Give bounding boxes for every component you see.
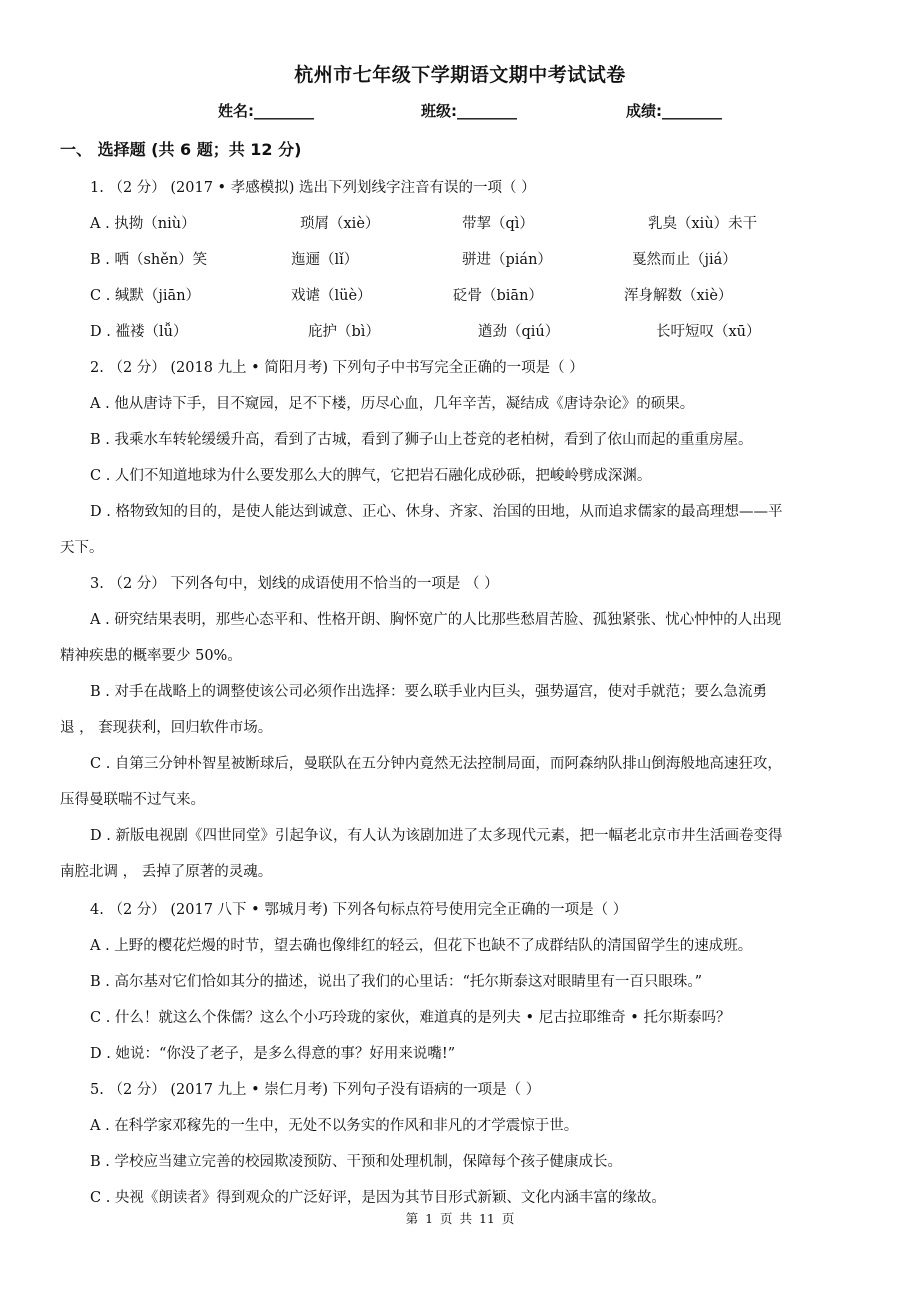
q1-option-a-2: 琐屑（xiè） bbox=[300, 216, 380, 232]
q3-option-a-cont: 精神疾患的概率要少 50%。 bbox=[60, 648, 242, 664]
score-field[interactable]: 成绩:________ bbox=[626, 102, 722, 120]
q5-option-c[interactable]: C . 央视《朗读者》得到观众的广泛好评，是因为其节目形式新颖、文化内涵丰富的缘故。 bbox=[90, 1190, 666, 1206]
q3-option-a[interactable]: A . 研究结果表明，那些心态平和、性格开朗、胸怀宽广的人比那些愁眉苦脸、孤独紧张、忧心忡忡的人出现 bbox=[90, 612, 782, 628]
q1-option-b-4: 戛然而止（jiá） bbox=[632, 252, 737, 268]
q4-option-a[interactable]: A . 上野的樱花烂熳的时节，望去确也像绯红的轻云，但花下也缺不了成群结队的清国留学生的速成班。 bbox=[90, 938, 753, 954]
q1-option-d-1[interactable]: D . 褴褛（lǚ） bbox=[90, 324, 188, 340]
q3-option-b[interactable]: B . 对手在战略上的调整使该公司必须作出选择：要么联手业内巨头，强势逼宫，使对手就范；要么急流勇 bbox=[90, 684, 767, 700]
section-heading: 一、 选择题 (共 6 题；共 12 分) bbox=[60, 140, 302, 159]
name-field[interactable]: 姓名:________ bbox=[218, 102, 314, 120]
q4-option-b[interactable]: B . 高尔基对它们恰如其分的描述，说出了我们的心里话：“托尔斯泰这对眼睛里有一百只眼珠。” bbox=[90, 974, 703, 990]
class-field[interactable]: 班级:________ bbox=[421, 102, 517, 120]
q5-option-b[interactable]: B . 学校应当建立完善的校园欺凌预防、干预和处理机制，保障每个孩子健康成长。 bbox=[90, 1154, 622, 1170]
q3-option-c-cont: 压得曼联喘不过气来。 bbox=[60, 792, 205, 808]
q1-option-a-4: 乳臭（xiù）未干 bbox=[648, 216, 758, 232]
q3-option-d[interactable]: D . 新版电视剧《四世同堂》引起争议，有人认为该剧加进了太多现代元素，把一幅老北京市井生活画卷变得 bbox=[90, 828, 783, 844]
q1-option-b-3: 骈进（pián） bbox=[462, 252, 552, 268]
q3-option-d-cont: 南腔北调 ， 丢掉了原著的灵魂。 bbox=[60, 864, 273, 880]
page-footer: 第 1 页 共 11 页 bbox=[405, 1211, 515, 1226]
question-3-stem: 3. （2 分） 下列各句中，划线的成语使用不恰当的一项是 （ ） bbox=[90, 576, 499, 592]
q1-option-d-4: 长吁短叹（xū） bbox=[656, 324, 761, 340]
q4-option-c[interactable]: C . 什么！就这么个侏儒？这么个小巧玲珑的家伙，难道真的是列夫 • 尼古拉耶维奇 • 托尔斯泰吗？ bbox=[90, 1010, 731, 1026]
question-5-stem: 5. （2 分） (2017 九上 • 崇仁月考) 下列句子没有语病的一项是（ ） bbox=[90, 1082, 541, 1098]
q2-option-a[interactable]: A . 他从唐诗下手，目不窥园，足不下楼，历尽心血，几年辛苦，凝结成《唐诗杂论》的硕果。 bbox=[90, 396, 695, 412]
q1-option-d-2: 庇护（bì） bbox=[308, 324, 380, 340]
q1-option-a-3: 带挈（qì） bbox=[462, 216, 534, 232]
q5-option-a[interactable]: A . 在科学家邓稼先的一生中，无处不以务实的作风和非凡的才学震惊于世。 bbox=[90, 1118, 579, 1134]
q4-option-d[interactable]: D . 她说：“你没了老子，是多么得意的事？好用来说嘴!” bbox=[90, 1046, 456, 1062]
question-4-stem: 4. （2 分） (2017 八下 • 鄂城月考) 下列各句标点符号使用完全正确的一项是（ ） bbox=[90, 902, 628, 918]
q1-option-b-1[interactable]: B . 哂（shěn）笑 bbox=[90, 252, 208, 268]
q3-option-b-cont: 退 ， 套现获利，回归软件市场。 bbox=[60, 720, 273, 736]
q2-option-c[interactable]: C . 人们不知道地球为什么要发那么大的脾气，它把岩石融化成砂砾，把峻岭劈成深渊。 bbox=[90, 468, 652, 484]
q1-option-b-2: 迤逦（lǐ） bbox=[291, 252, 359, 268]
question-1-stem: 1. （2 分） (2017 • 孝感模拟) 选出下列划线字注音有误的一项（ ） bbox=[90, 180, 536, 196]
q1-option-a-1[interactable]: A . 执拗（niù） bbox=[90, 216, 196, 232]
q2-option-d-cont: 天下。 bbox=[60, 540, 104, 556]
question-2-stem: 2. （2 分） (2018 九上 • 简阳月考) 下列句子中书写完全正确的一项是（ ） bbox=[90, 360, 584, 376]
q1-option-d-3: 遒劲（qiú） bbox=[478, 324, 560, 340]
q1-option-c-1[interactable]: C . 缄默（jiān） bbox=[90, 288, 201, 304]
q1-option-c-2: 戏谑（lüè） bbox=[291, 288, 372, 304]
q1-option-c-3: 砭骨（biān） bbox=[453, 288, 543, 304]
q2-option-d[interactable]: D . 格物致知的目的，是使人能达到诚意、正心、休身、齐家、治国的田地，从而追求儒家的最高理想——平 bbox=[90, 504, 783, 520]
q2-option-b[interactable]: B . 我乘水车转轮缓缓升高，看到了古城，看到了狮子山上苍竞的老柏树，看到了依山而起的重重房屋。 bbox=[90, 432, 753, 448]
student-info-row bbox=[0, 100, 920, 122]
q3-option-c[interactable]: C . 自第三分钟朴智星被断球后，曼联队在五分钟内竟然无法控制局面，而阿森纳队排山倒海般地高速狂攻， bbox=[90, 756, 782, 772]
q1-option-c-4: 浑身解数（xiè） bbox=[624, 288, 733, 304]
page-title: 杭州市七年级下学期语文期中考试试卷 bbox=[294, 64, 626, 86]
